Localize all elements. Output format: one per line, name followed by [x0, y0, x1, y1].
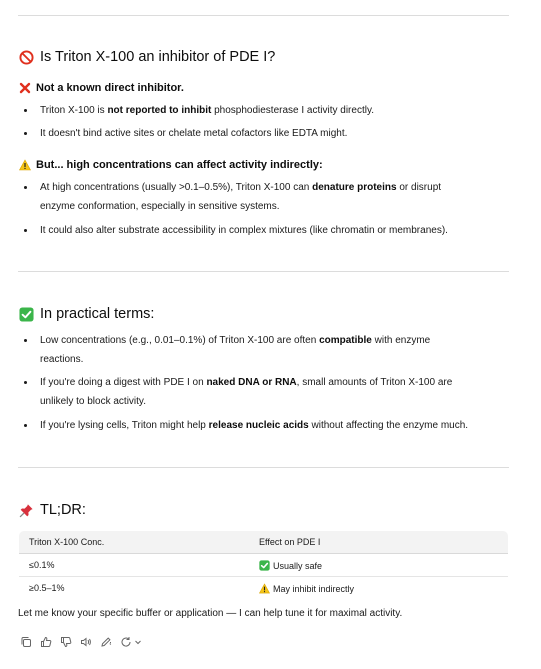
section-title: In practical terms:	[40, 306, 155, 322]
bold-text: release nucleic acids	[208, 420, 309, 431]
check-box-icon	[18, 306, 34, 322]
check-box-icon	[259, 560, 270, 571]
chevron-down-icon[interactable]	[134, 636, 142, 648]
bullet	[24, 381, 27, 384]
text: without affecting the enzyme much.	[308, 420, 469, 431]
text: If you're lysing cells, Triton might help	[40, 420, 209, 431]
list-item	[24, 331, 509, 369]
section-heading	[18, 49, 275, 65]
divider	[18, 271, 509, 272]
bold-text: not reported to inhibit	[107, 105, 212, 116]
column-header: Effect on PDE I	[249, 531, 509, 554]
table-cell: ≥0.5–1%	[19, 577, 250, 600]
cell-text: Usually safe	[273, 560, 323, 571]
table-row	[19, 554, 509, 577]
speaker-icon[interactable]	[80, 636, 92, 648]
text: Triton X-100 is	[40, 105, 108, 116]
text: Low concentrations (e.g., 0.01–0.1%) of Triton X-100 are often	[40, 335, 320, 346]
list-item	[24, 373, 509, 411]
bold-text: denature proteins	[312, 182, 397, 193]
no-entry-icon	[18, 49, 34, 65]
bullet	[24, 339, 27, 342]
column-header: Triton X-100 Conc.	[19, 531, 250, 554]
tldr-table	[18, 530, 509, 600]
text: , small amounts of Triton X-100 are	[296, 377, 453, 388]
text: with enzyme	[371, 335, 431, 346]
text: unlikely to block activity.	[40, 396, 146, 407]
text: It could also alter substrate accessibility in complex mixtures (like chromatin or membranes).	[40, 225, 448, 236]
bullet	[24, 186, 27, 189]
list-item	[24, 178, 509, 216]
bold-text: naked DNA or RNA	[206, 377, 297, 388]
list-item	[24, 416, 509, 435]
thumbs-up-icon[interactable]	[40, 636, 52, 648]
thumbs-down-icon[interactable]	[60, 636, 72, 648]
bullet	[24, 109, 27, 112]
divider	[18, 467, 509, 468]
list-item	[24, 124, 509, 143]
text: reactions.	[40, 354, 84, 365]
edit-icon[interactable]	[100, 636, 112, 648]
section-heading	[18, 502, 86, 518]
list-item	[24, 221, 509, 240]
subheading-text: But... high concentrations can affect activity indirectly:	[36, 158, 323, 171]
subheading	[18, 158, 323, 171]
section-title: TL;DR:	[40, 502, 86, 518]
text: or disrupt	[396, 182, 442, 193]
pushpin-icon	[18, 502, 34, 518]
bullet	[24, 424, 27, 427]
message-actions	[20, 636, 142, 648]
warning-icon	[18, 158, 31, 171]
bullet	[24, 132, 27, 135]
closing-text: Let me know your specific buffer or application — I can help tune it for maximal activity.	[18, 608, 403, 619]
list-item	[24, 101, 509, 120]
subheading	[18, 81, 184, 94]
text: It doesn't bind active sites or chelate metal cofactors like EDTA might.	[40, 128, 348, 139]
text: At high concentrations (usually >0.1–0.5%), Triton X-100 can	[40, 182, 313, 193]
table-row	[19, 577, 509, 600]
copy-icon[interactable]	[20, 636, 32, 648]
bold-text: compatible	[319, 335, 372, 346]
cross-mark-icon	[18, 81, 31, 94]
table-cell: ≤0.1%	[19, 554, 250, 577]
divider-top	[18, 15, 509, 16]
text: If you're doing a digest with PDE I on	[40, 377, 207, 388]
section-heading	[18, 306, 154, 322]
regenerate-icon[interactable]	[120, 636, 132, 648]
bullet	[24, 229, 27, 232]
table-cell	[249, 577, 509, 600]
text: phosphodiesterase I activity directly.	[211, 105, 374, 116]
text: enzyme conformation, especially in sensitive systems.	[40, 201, 280, 212]
table-header-row	[19, 531, 509, 554]
warning-icon	[259, 583, 270, 594]
section-title: Is Triton X-100 an inhibitor of PDE I?	[40, 49, 276, 65]
table-cell	[249, 554, 509, 577]
cell-text: May inhibit indirectly	[273, 583, 355, 594]
subheading-text: Not a known direct inhibitor.	[36, 81, 184, 94]
